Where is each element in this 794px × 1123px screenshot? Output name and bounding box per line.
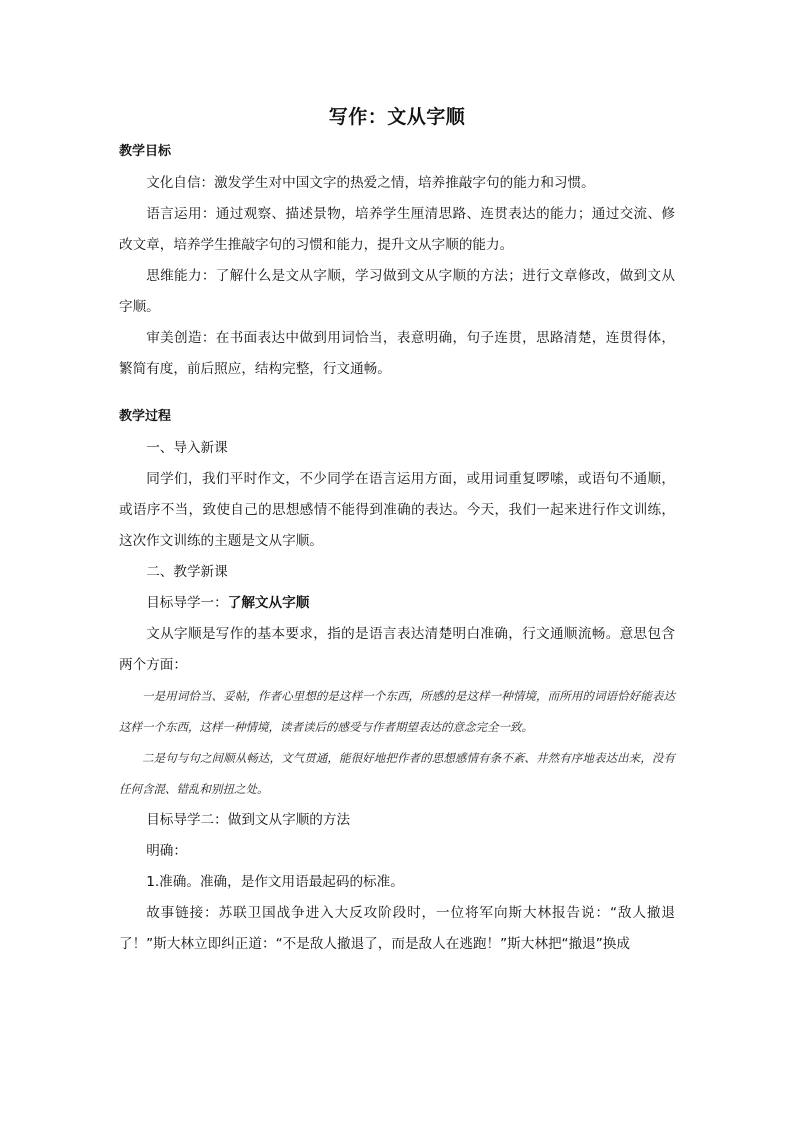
target-one-prefix: 目标导学一： [146, 595, 228, 611]
intro-paragraph: 同学们，我们平时作文，不少同学在语言运用方面，或用词重复啰嗦，或语句不通顺，或语序不当，致使自己的思想感情不能得到准确的表达。今天，我们一起来进行作文训练，这次作文训练的主题是文从字顺。 [119, 471, 675, 549]
goals-heading: 教学目标 [119, 144, 172, 159]
quote-first-aspect: 一是用词恰当、妥帖，作者心里想的是这样一个东西，所感的是这样一种情境，而所用的词语恰好能表达这样一个东西，这样一种情境，读者读后的感受与作者期望表达的意念完全一致。 [119, 689, 675, 734]
target-one-line [119, 588, 675, 619]
clarify-label: 明确： [146, 843, 187, 859]
definition-paragraph: 文从字顺是写作的基本要求，指的是语言表达清楚明白准确，行文通顺流畅。意思包含两个方面： [119, 626, 675, 673]
goal-culture: 文化自信：激发学生对中国文字的热爱之情，培养推敲字句的能力和习惯。 [146, 175, 595, 191]
goal-thinking: 思维能力：了解什么是文从字顺，学习做到文从字顺的方法；进行文章修改，做到文从字顺。 [119, 268, 675, 315]
section-new-lesson-title: 二、教学新课 [146, 564, 228, 580]
point-accuracy: 1.准确。准确，是作文用语最起码的标准。 [146, 874, 404, 890]
document-title: 写作：文从字顺 [328, 106, 466, 128]
target-one-bold: 了解文从字顺 [227, 595, 310, 611]
goal-aesthetic: 审美创造：在书面表达中做到用词恰当，表意明确，句子连贯，思路清楚，连贯得体，繁简有度，前后照应，结构完整，行文通畅。 [119, 330, 675, 377]
section-intro-title: 一、导入新课 [146, 440, 228, 456]
process-heading: 教学过程 [119, 409, 172, 424]
quote-second-aspect: 二是句与句之间顺从畅达，文气贯通，能很好地把作者的思想感情有条不紊、井然有序地表达出来，没有任何含混、错乱和别扭之处。 [119, 751, 675, 796]
target-two-line: 目标导学二：做到文从字顺的方法 [146, 812, 351, 828]
document-body [119, 104, 675, 960]
goal-language: 语言运用：通过观察、描述景物，培养学生厘清思路、连贯表达的能力；通过交流、修改文章，培养学生推敲字句的习惯和能力，提升文从字顺的能力。 [119, 206, 675, 253]
section-spacer [119, 385, 675, 407]
story-paragraph: 故事链接：苏联卫国战争进入大反攻阶段时，一位将军向斯大林报告说：“敌人撤退了！”斯大林立即纠正道：“不是敌人撤退了，而是敌人在逃跑！”斯大林把“撤退”换成 [119, 905, 675, 952]
